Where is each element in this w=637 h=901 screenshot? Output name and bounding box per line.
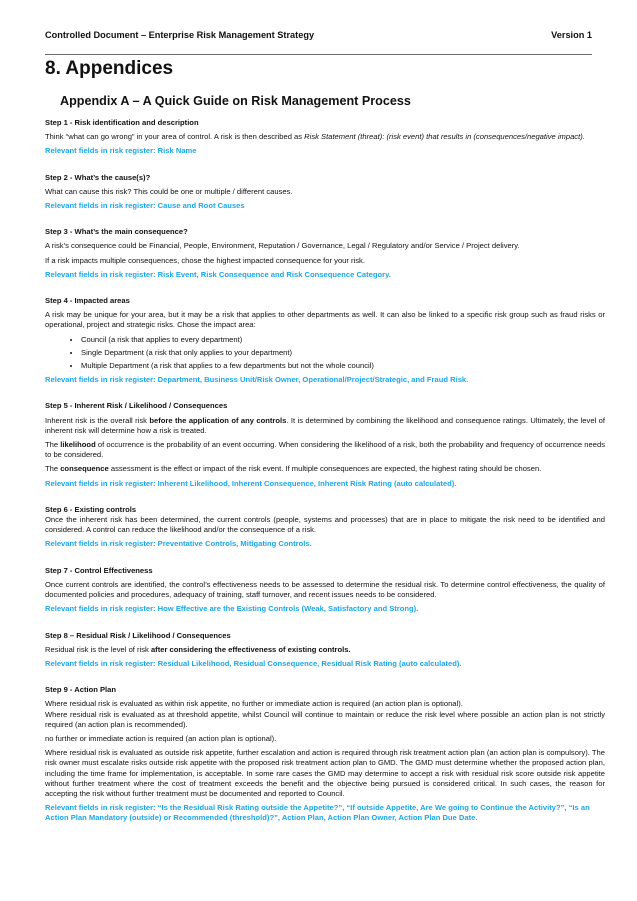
relevant-fields: Relevant fields in risk register: Risk Name (45, 146, 197, 156)
step-paragraph: Once the inherent risk has been determined, the current controls (people, systems and processes) that are in place to mitigate the risk need to be identified and considered. A control can reduce the likelihood and/or the consequence of a risk. (45, 515, 605, 535)
relevant-fields: Relevant fields in risk register: Preventative Controls, Mitigating Controls. (45, 539, 312, 549)
appendix-title: Appendix A – A Quick Guide on Risk Management Process (60, 94, 411, 108)
step-paragraph: Once current controls are identified, the control’s effectiveness needs to be assessed to determine the residual risk. To determine control effectiveness, the quality of documented policies and procedures, adequacy of training, staff turnover, and recent issues needs to be considered. (45, 579, 605, 600)
step-8 (45, 631, 605, 670)
guide-content (45, 118, 605, 824)
step-paragraph: Where residual risk is evaluated as outside risk appetite, further escalation and action is required through risk treatment action plan (an action plan is compulsory). The risk owner must escalate risks outside risk appetite with the proposed risk treatment action plan to GMD. The GMD must determine whether the proposed action plan, including the time frame for implementation, is acceptable. In some rare cases the GMD may determine to accept a risk with residual risk score outside risk appetite without further treatment where the cost of treatment exceeds the benefit and the objective being pursued is considered critical. In such cases, the reason for accepting the risk without further treatment must be documented and reported to Council. (45, 748, 605, 798)
paragraph-text: . It is determined by combining the likelihood and consequence ratings. Ultimately, the level of inherent risk will determine how a risk is treated. (45, 415, 605, 435)
step-paragraph (45, 645, 605, 655)
emphasis-text: before the application of any controls (149, 415, 287, 425)
step-3 (45, 227, 605, 280)
step-title: Step 4 - Impacted areas (45, 296, 130, 306)
impact-area-list (45, 335, 605, 372)
step-paragraph (45, 440, 605, 460)
step-paragraph: Where residual risk is evaluated as within risk appetite, no further or immediate action is required (an action plan is optional). (45, 699, 463, 709)
step-7 (45, 566, 605, 615)
relevant-fields: Relevant fields in risk register: Cause and Root Causes (45, 201, 245, 211)
header-divider (45, 54, 592, 55)
relevant-fields: Relevant fields in risk register: Risk Event, Risk Consequence and Risk Consequence Category. (45, 269, 391, 279)
step-2 (45, 173, 605, 212)
step-title: Step 5 - Inherent Risk / Likelihood / Consequences (45, 401, 228, 411)
paragraph-text: The (45, 464, 61, 474)
paragraph-text: Residual risk is the level of risk (45, 644, 151, 654)
paragraph-text: of occurrence is the probability of an event occurring. When considering the likelihood of a risk, both the probability and frequency of occurrence needs to be considered. (45, 440, 605, 460)
relevant-fields: Relevant fields in risk register: Residual Likelihood, Residual Consequence, Residual Risk Rating (auto calculated). (45, 658, 462, 668)
list-item: • Multiple Department (a risk that applies to a few departments but not the whole council) (81, 361, 605, 371)
step-6 (45, 505, 605, 550)
step-title: Step 2 - What’s the cause(s)? (45, 172, 151, 182)
relevant-fields: Relevant fields in risk register: Department, Business Unit/Risk Owner, Operational/Project/Strategic, and Fraud Risk. (45, 375, 469, 385)
page-header (45, 30, 592, 44)
step-paragraph (45, 416, 605, 436)
relevant-fields: Relevant fields in risk register: How Effective are the Existing Controls (Weak, Satisfactory and Strong). (45, 604, 419, 614)
step-paragraph: A risk’s consequence could be Financial, People, Environment, Reputation / Governance, Legal / Regulatory and/or Service / Project delivery. (45, 241, 520, 251)
step-paragraph (45, 464, 605, 474)
list-item: • Council (a risk that applies to every department) (81, 335, 605, 345)
document-version: Version 1 (551, 30, 592, 40)
step-paragraph: no further or immediate action is required (an action plan is optional). (45, 733, 277, 743)
emphasis-text: likelihood (60, 440, 96, 450)
step-5 (45, 401, 605, 488)
step-paragraph (45, 132, 605, 142)
paragraph-text: assessment is the effect or impact of the risk event. If multiple consequences are expected, the highest rating should be chosen. (108, 464, 542, 474)
emphasis-text: after considering the effectiveness of existing controls. (150, 644, 351, 654)
step-title: Step 9 - Action Plan (45, 685, 117, 695)
step-1 (45, 118, 605, 157)
step-title: Step 6 - Existing controls (45, 504, 137, 514)
paragraph-text: The (45, 440, 61, 450)
step-title: Step 8 – Residual Risk / Likelihood / Consequences (45, 630, 231, 640)
paragraph-text: Think “what can go wrong” in your area of control. A risk is then described as (45, 132, 305, 142)
relevant-fields: Relevant fields in risk register: Inherent Likelihood, Inherent Consequence, Inherent Risk Rating (auto calculated). (45, 478, 457, 488)
step-paragraph: If a risk impacts multiple consequences, chose the highest impacted consequence for your risk. (45, 255, 365, 265)
relevant-fields: Relevant fields in risk register: “Is the Residual Risk Rating outside the Appetite?”, “If outside Appetite, Are We going to Continue the Activity?”, “Is an Action Plan Mandatory (outside) or Recommended (threshold)?”, Action Plan, Action Plan Owner, Action Plan Due Date. (45, 803, 590, 823)
section-title: 8. Appendices (45, 58, 174, 79)
step-title: Step 3 - What’s the main consequence? (45, 227, 188, 237)
step-paragraph: A risk may be unique for your area, but it may be a risk that applies to other departments as well. It can also be linked to a specific risk group such as fraud risks or operational, project and strategic risks. Chose the impact area: (45, 310, 605, 330)
document-title: Controlled Document – Enterprise Risk Management Strategy (45, 30, 315, 40)
step-9 (45, 685, 605, 823)
list-item: • Single Department (a risk that only applies to your department) (81, 348, 605, 358)
step-paragraph: Where residual risk is evaluated as at threshold appetite, whilst Council will continue to maintain or reduce the risk level where possible an action plan is not strictly required (an action plan is recommended). (45, 709, 605, 729)
step-title: Step 7 - Control Effectiveness (45, 565, 153, 575)
paragraph-text: Inherent risk is the overall risk (45, 415, 150, 425)
step-paragraph: What can cause this risk? This could be one or multiple / different causes. (45, 186, 293, 196)
risk-statement-text: Risk Statement (threat): (risk event) that results in (consequences/negative impact). (304, 132, 585, 142)
emphasis-text: consequence (60, 464, 109, 474)
step-4 (45, 296, 605, 385)
step-title: Step 1 - Risk identification and description (45, 118, 199, 127)
